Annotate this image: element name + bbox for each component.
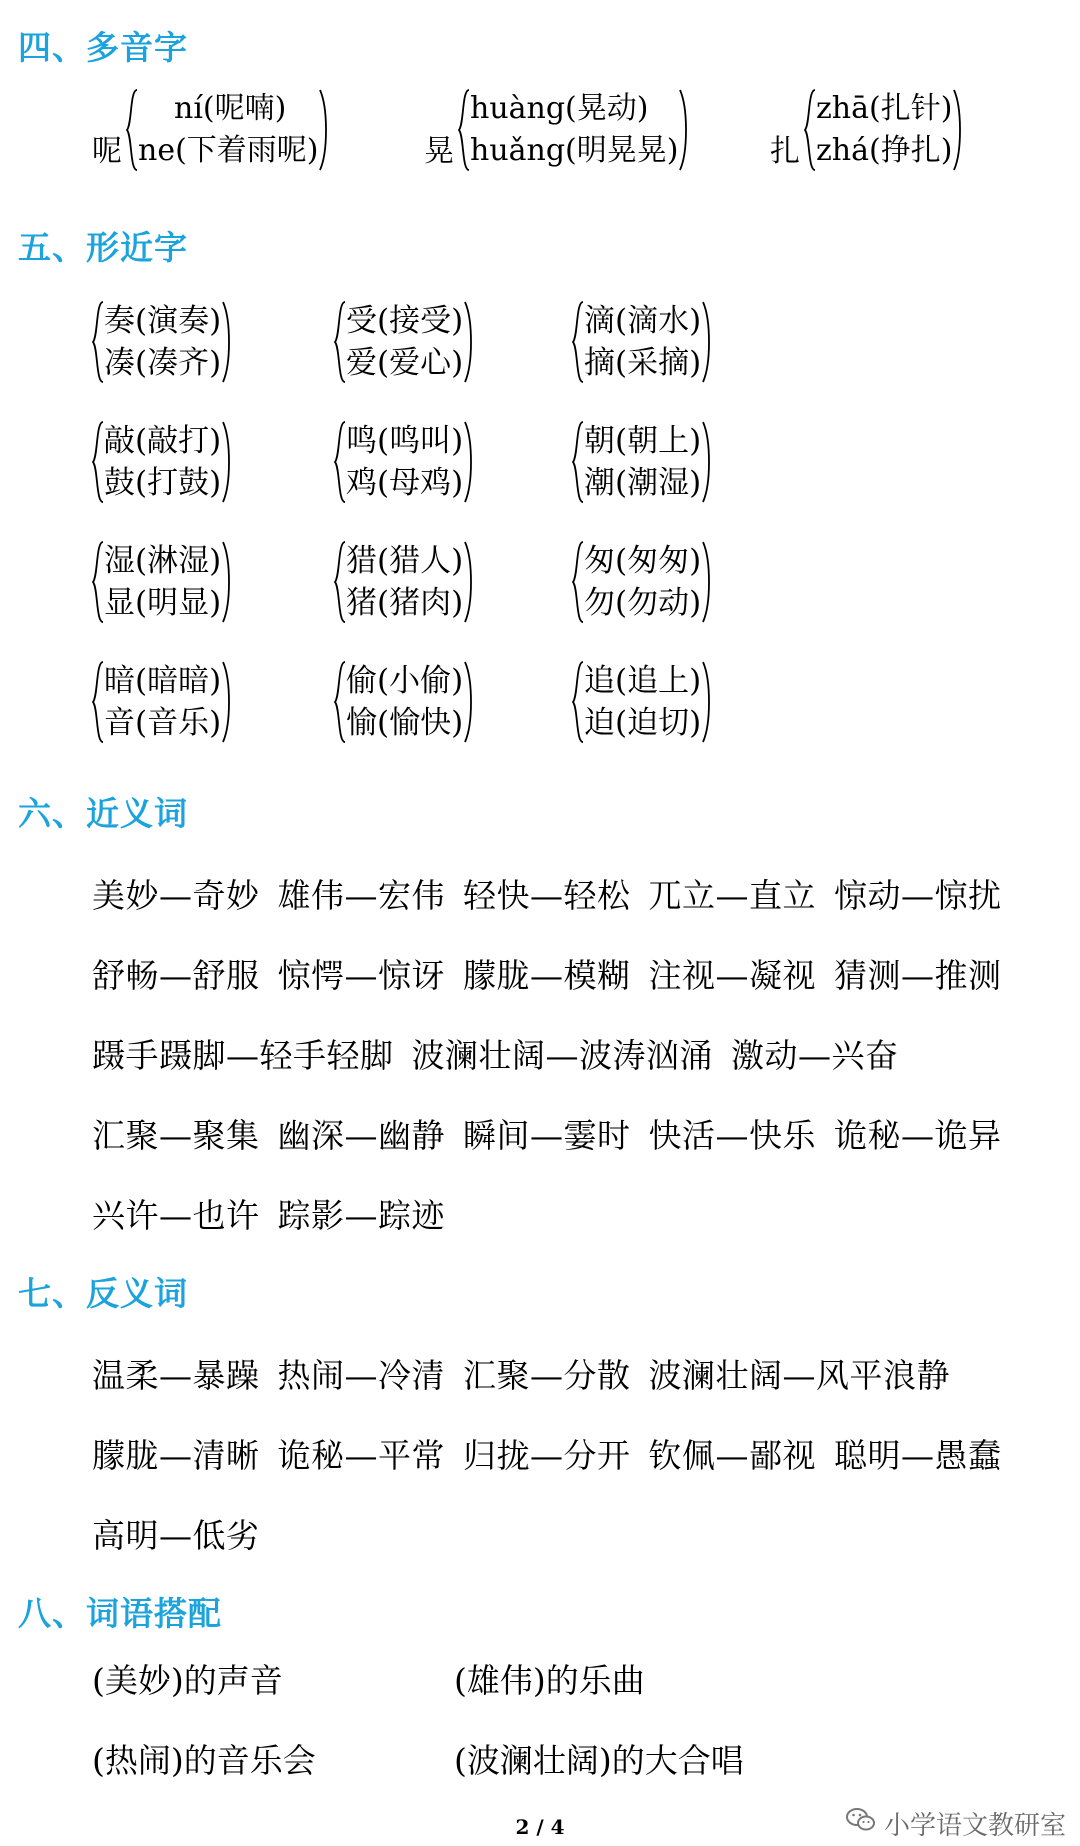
- similar-char-item: 潮(潮湿): [584, 465, 702, 501]
- antonym-pair: 温柔—暴躁: [92, 1356, 260, 1395]
- synonym-pair: 快活—快乐: [648, 1116, 816, 1155]
- synonym-pair: 诡秘—诡异: [834, 1116, 1002, 1155]
- similar-char-item: 鸣(鸣叫): [346, 423, 464, 459]
- collocation-item: (热闹)的音乐会: [92, 1741, 316, 1780]
- similar-char-pair: [92, 660, 233, 744]
- similar-char-item: 迫(迫切): [584, 705, 702, 741]
- left-brace: [458, 88, 470, 172]
- similar-char-item: 愉(愉快): [346, 705, 464, 741]
- polyphonic-group: [770, 88, 964, 172]
- right-paren: [701, 660, 713, 744]
- similar-char-item: 奏(演奏): [104, 303, 222, 339]
- synonym-pair: 惊愕—惊讶: [277, 956, 445, 995]
- right-paren: [463, 540, 475, 624]
- similar-char-pair: [572, 540, 713, 624]
- similar-char-item: 鸡(母鸡): [346, 465, 464, 501]
- left-brace: [572, 540, 584, 624]
- left-brace: [572, 420, 584, 504]
- antonym-pair: 高明—低劣: [92, 1516, 260, 1555]
- synonym-pair: 兀立—直立: [648, 876, 816, 915]
- page-number: 2 / 4: [515, 1815, 565, 1839]
- polyphonic-reading: zhā(扎针): [816, 91, 953, 126]
- antonym-pair: 聪明—愚蠢: [834, 1436, 1002, 1475]
- similar-char-item: 鼓(打鼓): [104, 465, 222, 501]
- polyphonic-char: 扎: [770, 134, 800, 169]
- left-brace: [126, 88, 138, 172]
- similar-char-pair: [572, 420, 713, 504]
- section-heading-synonyms: 六、近义词: [18, 794, 188, 833]
- similar-char-item: 追(追上): [584, 663, 702, 699]
- section-heading-similar-chars: 五、形近字: [18, 228, 188, 267]
- synonym-pair: 兴许—也许: [92, 1196, 260, 1235]
- synonym-line: [92, 1030, 917, 1077]
- right-paren: [463, 660, 475, 744]
- antonym-pair: 汇聚—分散: [463, 1356, 631, 1395]
- similar-char-item: 猪(猪肉): [346, 585, 464, 621]
- right-paren: [221, 300, 233, 384]
- similar-char-pair: [92, 540, 233, 624]
- right-paren: [701, 540, 713, 624]
- section-heading-collocations: 八、词语搭配: [18, 1594, 222, 1633]
- left-brace: [92, 540, 104, 624]
- left-brace: [334, 420, 346, 504]
- antonym-pair: 波澜壮阔—风平浪静: [648, 1356, 950, 1395]
- synonym-line: [92, 1110, 1020, 1157]
- right-paren: [318, 88, 330, 172]
- similar-char-pair: [334, 660, 475, 744]
- similar-char-item: 摘(采摘): [584, 345, 702, 381]
- similar-char-pair: [334, 540, 475, 624]
- left-brace: [334, 540, 346, 624]
- synonym-line: [92, 870, 1020, 917]
- similar-char-item: 音(音乐): [104, 705, 222, 741]
- synonym-pair: 激动—兴奋: [731, 1036, 899, 1075]
- collocation-item: (美妙)的声音: [92, 1661, 283, 1700]
- synonym-pair: 惊动—惊扰: [834, 876, 1002, 915]
- similar-char-pair: [92, 420, 233, 504]
- right-paren: [221, 660, 233, 744]
- synonym-pair: 踪影—踪迹: [277, 1196, 445, 1235]
- collocation-item: (波澜壮阔)的大合唱: [454, 1741, 744, 1780]
- synonym-pair: 轻快—轻松: [463, 876, 631, 915]
- similar-char-item: 爱(爱心): [346, 345, 464, 381]
- polyphonic-char: 晃: [424, 134, 454, 169]
- synonym-pair: 猜测—推测: [834, 956, 1002, 995]
- polyphonic-group: [424, 88, 690, 172]
- synonym-pair: 舒畅—舒服: [92, 956, 260, 995]
- similar-char-pair: [572, 300, 713, 384]
- left-brace: [572, 660, 584, 744]
- antonym-line: [92, 1350, 968, 1397]
- similar-char-item: 勿(勿动): [584, 585, 702, 621]
- similar-char-item: 滴(滴水): [584, 303, 702, 339]
- synonym-line: [92, 950, 1020, 997]
- right-paren: [678, 88, 690, 172]
- similar-char-item: 敲(敲打): [104, 423, 222, 459]
- polyphonic-reading: zhá(挣扎): [816, 133, 953, 168]
- synonym-pair: 波澜壮阔—波涛汹涌: [411, 1036, 713, 1075]
- watermark: [846, 1805, 1066, 1842]
- polyphonic-reading: ne(下着雨呢): [138, 133, 319, 168]
- collocation-item: (雄伟)的乐曲: [454, 1661, 645, 1700]
- right-paren: [221, 420, 233, 504]
- wechat-icon: [846, 1807, 876, 1840]
- right-paren: [701, 420, 713, 504]
- similar-char-item: 凑(凑齐): [104, 345, 222, 381]
- left-brace: [334, 660, 346, 744]
- section-heading-polyphonic: 四、多音字: [18, 28, 188, 67]
- section-heading-antonyms: 七、反义词: [18, 1274, 188, 1313]
- polyphonic-reading: huǎng(明晃晃): [470, 133, 679, 168]
- similar-char-item: 湿(淋湿): [104, 543, 222, 579]
- similar-char-pair: [334, 420, 475, 504]
- similar-char-item: 朝(朝上): [584, 423, 702, 459]
- similar-char-item: 猎(猎人): [346, 543, 464, 579]
- antonym-line: [92, 1430, 1020, 1477]
- synonym-pair: 瞬间—霎时: [463, 1116, 631, 1155]
- similar-char-pair: [92, 300, 233, 384]
- similar-char-pair: [572, 660, 713, 744]
- antonym-pair: 朦胧—清晰: [92, 1436, 260, 1475]
- polyphonic-char: 呢: [92, 134, 122, 169]
- right-paren: [701, 300, 713, 384]
- polyphonic-reading: huàng(晃动): [470, 91, 649, 126]
- synonym-pair: 雄伟—宏伟: [277, 876, 445, 915]
- antonym-pair: 诡秘—平常: [277, 1436, 445, 1475]
- left-brace: [92, 300, 104, 384]
- synonym-pair: 蹑手蹑脚—轻手轻脚: [92, 1036, 394, 1075]
- synonym-line: [92, 1190, 463, 1237]
- left-brace: [334, 300, 346, 384]
- antonym-pair: 钦佩—鄙视: [648, 1436, 816, 1475]
- synonym-pair: 幽深—幽静: [277, 1116, 445, 1155]
- antonym-line: [92, 1510, 278, 1557]
- similar-char-item: 显(明显): [104, 585, 222, 621]
- left-brace: [92, 420, 104, 504]
- similar-char-item: 匆(匆匆): [584, 543, 702, 579]
- right-paren: [463, 420, 475, 504]
- antonym-pair: 归拢—分开: [463, 1436, 631, 1475]
- synonym-pair: 美妙—奇妙: [92, 876, 260, 915]
- polyphonic-reading: ní(呢喃): [174, 91, 287, 126]
- synonym-pair: 朦胧—模糊: [463, 956, 631, 995]
- similar-char-pair: [334, 300, 475, 384]
- right-paren: [221, 540, 233, 624]
- left-brace: [804, 88, 816, 172]
- similar-char-item: 暗(暗暗): [104, 663, 222, 699]
- polyphonic-group: [92, 88, 330, 172]
- right-paren: [463, 300, 475, 384]
- similar-char-item: 偷(小偷): [346, 663, 464, 699]
- right-paren: [952, 88, 964, 172]
- left-brace: [572, 300, 584, 384]
- similar-char-item: 受(接受): [346, 303, 464, 339]
- left-brace: [92, 660, 104, 744]
- synonym-pair: 汇聚—聚集: [92, 1116, 260, 1155]
- antonym-pair: 热闹—冷清: [277, 1356, 445, 1395]
- synonym-pair: 注视—凝视: [648, 956, 816, 995]
- watermark-text: 小学语文教研室: [883, 1811, 1066, 1841]
